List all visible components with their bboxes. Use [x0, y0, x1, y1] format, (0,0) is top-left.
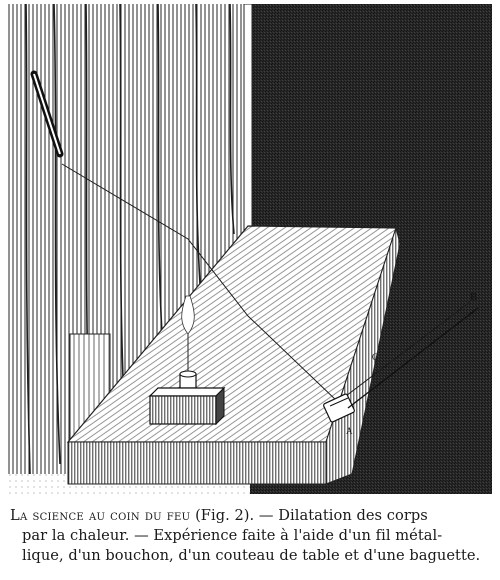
engraving-illustration: [8, 4, 492, 494]
caption-fig-ref: (Fig. 2). —: [190, 507, 274, 524]
caption-line-1-rest: Dilatation des corps: [273, 507, 428, 524]
wall-edge: [244, 4, 252, 234]
label-a: A: [346, 426, 353, 436]
table-front: [68, 442, 326, 484]
wooden-block: [150, 388, 224, 424]
caption-line-3: lique, d'un bouchon, d'un couteau de table et d'une baguette.: [22, 547, 481, 564]
label-c: C: [372, 352, 379, 362]
caption-lead: La science au coin du feu: [10, 507, 191, 524]
label-b: B: [470, 291, 478, 303]
caption-line-1: [10, 506, 490, 526]
figure-caption: [10, 506, 490, 566]
caption-line-2: par la chaleur. — Expérience faite à l'aide d'un fil métal-: [22, 527, 443, 544]
